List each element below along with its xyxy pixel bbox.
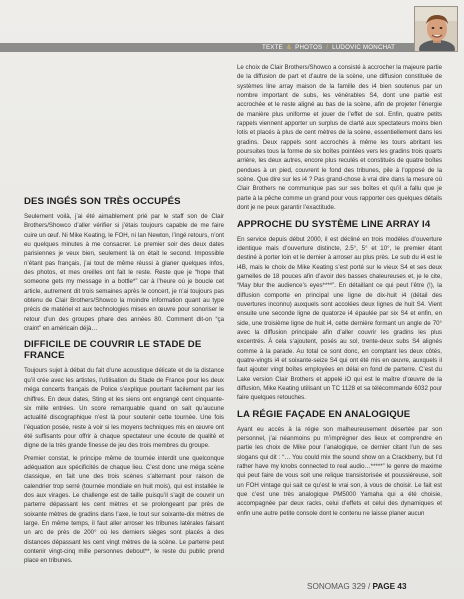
credit-photos-label: PHOTOS <box>295 44 323 51</box>
section-heading-ingés: DES INGÉS SON TRÈS OCCUPÉS <box>24 196 181 207</box>
paragraph: Ayant eu accès à la régie son malheureusement désertée par son personnel, j’ai néanmoins pu m’imprégner des lieux et comprendre en partie les choix de Mike pour l’analogique, ce dernier citant l’un de ses slogans qui dit : “… You could mix the sound show on a Crackberry, but I’d rather have my knobs connected to real audio…*****” le genre de maxime qui peut faire de vous soit une relique transistorisée et poussiéreuse, soit un FOH vintage qui sait ce qu’est le vrai son, à vous de choisir. Le fait est que c’est une très analogique PM5000 Yamaha qui a été choisie, accompagnée par deux racks, celui d’effets et celui des dynamiques et enfin une autre petite console dont le contenu ne laisse planer aucun <box>237 425 442 517</box>
paragraph: Toujours sujet à débat du fait d’une acoustique délicate et de la distance qu’il crée avec les artistes, l’utilisation du Stade de France pour les deux méga concerts français de Police s’explique pourtant facilement par les chiffres. En deux dates, Sting et les siens ont engrangé cent cinquante-six mille entrées. Un score remarquable quand on sait qu’aucune actualité discographique n’est là pour soutenir cette tournée. Une fois l’équation posée, reste à voir si les moyens techniques mis en œuvre ont été suffisants pour offrir à chaque spectateur une écoute de qualité et digne de la très grande finesse de jeu des trois membres du groupe. <box>24 367 224 450</box>
page-footer <box>307 581 407 593</box>
left-column <box>24 190 224 569</box>
magazine-issue: SONOMAG 329 <box>307 582 366 591</box>
credit-separator: / <box>326 44 329 51</box>
paragraph: Seulement voilà, j’ai été aimablement prié par le staff son de Clair Brothers/Showco d’aller vérifier si j’étais toujours capable de me faire cuire un œuf. Ni Mike Keating, le FOH, ni Ian Newton, l’ingé retours, n’ont eu quelques minutes à me consacrer. Le premier soir des deux dates parisiennes je veux bien, seulement là on était le second. Impossible n’étant pas français, j’ai tout de même réussi à glaner quelques infos, des photos, et mes oreilles ont fait le reste. Reste que je “hope that someone gets my message in a bottle*” car à l’heure où je boucle cet article, autrement dit trois semaines après le concert, je n’ai toujours pas obtenu de Clair Brothers/Showco la moindre information quant au type précis de matériel et aux technologies mises en œuvre pour sonoriser le retour d’un des groupes phare des années 80. Comment dit-on “ça craint” en américain déjà… <box>24 213 224 333</box>
credit-text-label: TEXTE <box>262 44 283 51</box>
page-number: PAGE 43 <box>372 582 407 591</box>
credit-ampersand: & <box>286 44 292 51</box>
paragraph: Le choix de Clair Brothers/Showco a consisté à accrocher la majeure partie de la diffusion de part et d’autre de la scène, une diffusion constituée de systèmes line array maison de la famille des i4 bien soutenus par un nombre important de subs, les vénérables S4, dont une partie est accrochée et le reste aligné au bas de la scène, afin de projeter l’énergie de manière plus uniforme et jouer de l’effet de sol. Enfin, quatre petits rappels viennent apporter un surplus de clarté aux spectateurs moins bien lotis et placés à plus de cent mètres de la scène, essentiellement dans les gradins. Deux rappels sont accrochés à même les tours abritant les poursuites tous la forme de six boîtes pointées vers les gradins trois quarts arrière, les deux autres, encore plus reculés et constitués de quatre boîtes pendues à un pied, couvrent le fond des tribunes, pile à l’opposé de la scène. Que dire sur les i4 ? Pas grand-chose à vrai dire dans la mesure où Clair Brothers ne communique pas sur ses boîtes et qu’il a fallu que je parte à la pêche comme un grand pour vous rapporter ces quelques détails dont je ne peux garantir l’exactitude. <box>237 64 442 212</box>
credit-author-name: LUDOVIC MONCHAT <box>332 44 396 51</box>
author-credit <box>262 43 412 52</box>
section-heading-stade: DIFFICILE DE COUVRIR LE STADE DE FRANCE <box>24 339 202 362</box>
paragraph: Premier constat, le principe même de tournée interdit une quelconque adéquation aux spécificités de chaque lieu. C’est donc une méga scène classique, en fait une des trois scènes s’alternant pour raison de calendrier trop serré (tournée mondiale en huit mois), qui est installée le dos aux virages. Le challenge est de taille puisqu’il s’agit de couvrir un parterre dépassant les cent mètres et se prolongeant par près de soixante mètres de gradins dans l’axe, le tout sur soixante-dix mètres de large. En même temps, il faut aller arroser les tribunes latérales faisant un arc de près de 200° où les derniers sièges sont placés à des distances dépassant les cent vingt mètres de la scène. Le parterre peut contenir vingt-cinq mille personnes debout**, le reste du public prend place en tribunes. <box>24 454 224 565</box>
section-heading-line-array: APPROCHE DU SYSTÈME LINE ARRAY I4 <box>237 218 431 230</box>
author-photo-image <box>415 7 458 52</box>
paragraph: En service depuis début 2000, il est décliné en trois modèles d’ouverture identique mais d’ouverture distincte, 2.5°, 5° et 10°, le premier étant destiné à porter loin et le dernier à arroser au plus près. Le sub du i4 est le i4B, mais le choix de Mike Keating s’est porté sur le vieux S4 et ses deux gamelles de 18 pouces afin d’avoir des basses chaleureuses et, je le cite, “May blur the audience’s eyes****”. En détaillant ce qui peut l’être (!), la diffusion comporte en principal une ligne de dix-huit i4 (détail des ouvertures inconnu) auxquels sont accolées deux lignes de huit S4. Vient ensuite une seconde ligne de quatorze i4 épaulée par six S4 et enfin, en side, une troisième ligne de huit i4, cette dernière formant un angle de 70° avec la diffusion principale afin d’aller couvrir les gradins les plus excentrés. À cela s’ajoutent, posés au sol, trente-deux subs S4 alignés comme à la parade. Au total ce sont donc, en comptant les deux côtés, quatre-vingts i4 et soixante-seize S4 qui ont été mis en œuvre, auxquels il faut ajouter vingt boîtes employées en délai en fond de parterre. C’est du Lake version Clair Brothers et appelé iO qui est le maître d’œuvre de la diffusion, Mike Keating utilisant un TC 1128 et sa télécommande 6032 pour faire quelques retouches. <box>237 235 442 402</box>
author-portrait <box>414 6 458 52</box>
right-column <box>237 63 442 521</box>
section-heading-regie: LA RÉGIE FAÇADE EN ANALOGIQUE <box>237 408 411 420</box>
footer-separator: / <box>367 582 371 591</box>
